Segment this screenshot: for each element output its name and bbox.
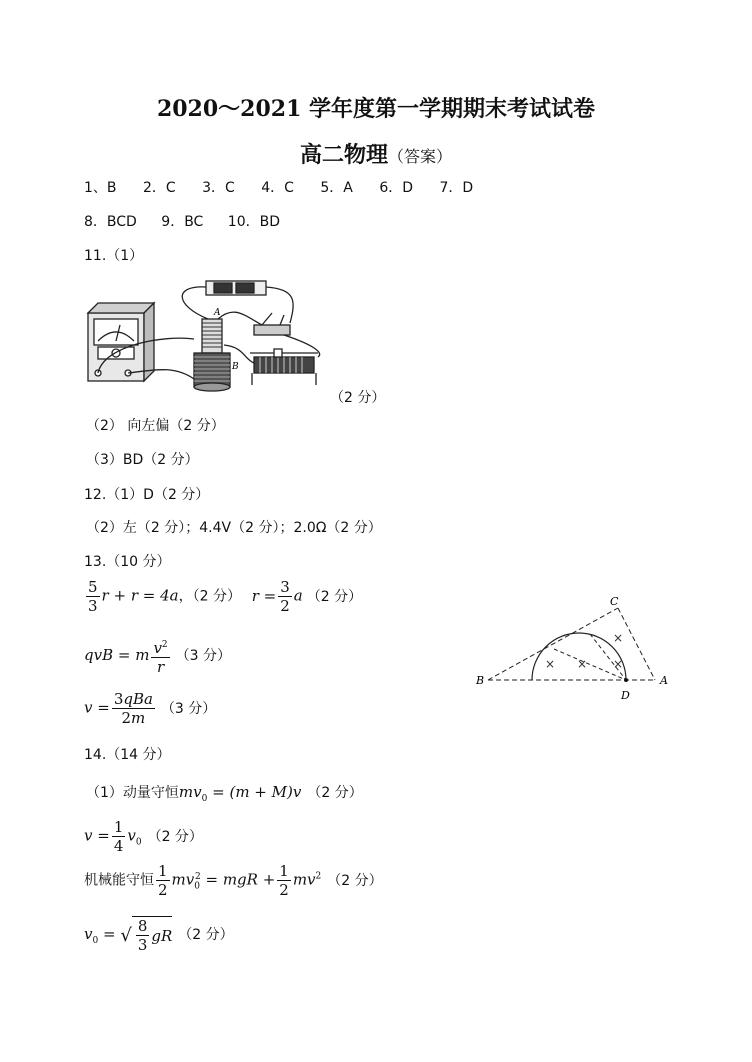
q13-eq2: qvB = m $\frac{v^2}{r}$ （3 分）	[84, 636, 231, 676]
q13-eq1-score: ，（2 分）	[178, 588, 241, 605]
answer: 5．A	[320, 180, 353, 196]
answers-row-2	[84, 211, 280, 231]
q14-eq2: v = $\frac{1}{4}$ $v_0$ （2 分）	[84, 818, 203, 855]
answer: 2．C	[142, 180, 176, 196]
answers-row-1	[84, 177, 473, 197]
page-subtitle	[0, 138, 752, 169]
q12-part2: （2）左（2 分）；4.4V（2 分）；2.0Ω（2 分）	[86, 520, 382, 536]
answer: 7．D	[439, 180, 474, 196]
q11-part2: （2） 向左偏（2 分）	[86, 418, 225, 434]
label-b: B	[476, 674, 485, 687]
q13-eq3: v = $\frac{\text{3qBa}}{2m}$ （3 分）	[84, 690, 217, 727]
subtitle-note: （答案）	[388, 147, 453, 166]
q14-p1-prefix: （1）动量守恒	[86, 785, 179, 801]
triangle-figure	[470, 592, 680, 704]
label-a: A	[214, 308, 221, 318]
label-a: A	[660, 674, 668, 687]
answer: 6．D	[379, 180, 414, 196]
q14-head: 14.（14 分）	[84, 747, 171, 763]
circuit-figure	[84, 275, 334, 400]
q11-part3: （3）BD（2 分）	[86, 452, 199, 468]
label-c: C	[610, 595, 619, 608]
q14-p4-score: （2 分）	[178, 927, 234, 943]
answer: 10．BD	[227, 214, 280, 230]
field-mark: ×	[576, 657, 588, 671]
q13-eq1: $\frac{5}{3}$ r + r = 4a，（2 分） r = $\frac{3}{2}$ a （2 分）	[88, 578, 363, 615]
field-mark: ×	[544, 657, 556, 671]
answer: 3．C	[202, 180, 235, 196]
q14-eq3: 机械能守恒 $\frac{1}{2}$ $mv_0^2$ = mgR + $\frac{1}{2}$ $mv^2$ （2 分）	[84, 862, 383, 899]
answer: 9．BC	[161, 214, 204, 230]
q11-figure-score: （2 分）	[330, 390, 386, 406]
q13-head: 13.（10 分）	[84, 554, 171, 570]
subtitle-main: 高二物理	[299, 142, 388, 168]
q12-part1: 12.（1）D（2 分）	[84, 487, 210, 503]
field-mark: ×	[612, 631, 624, 645]
label-b: B	[232, 362, 239, 372]
q14-eq1: （1）动量守恒$mv_0 = (m + M)v$ （2 分）	[86, 783, 363, 804]
label-d: D	[621, 689, 630, 702]
q14-p1-score: （2 分）	[307, 785, 363, 801]
field-mark: ×	[612, 657, 624, 671]
q11-head: 11.（1）	[84, 248, 144, 264]
q14-eq4: $v_0$ = √ $\frac{8}{3}$ gR （2 分）	[84, 917, 234, 954]
q13-eq3-score: （3 分）	[160, 700, 217, 717]
answer: 4．C	[261, 180, 294, 196]
answer: 8．BCD	[84, 214, 137, 230]
q14-p2-score: （2 分）	[147, 828, 203, 845]
answer: 1、B	[84, 180, 117, 196]
q13-eq1b-score: （2 分）	[306, 588, 363, 605]
q14-p3-score: （2 分）	[327, 872, 383, 889]
q13-eq2-score: （3 分）	[175, 648, 232, 664]
q14-p3-prefix: 机械能守恒	[84, 872, 154, 889]
page-title: 2020～2021 学年度第一学期期末考试试卷	[156, 96, 596, 122]
